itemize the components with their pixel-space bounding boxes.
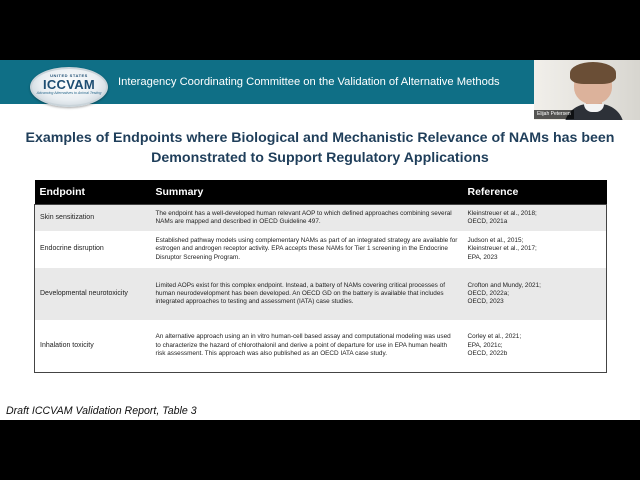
- table-row: [35, 204, 607, 231]
- participant-name-tag: Elijah Petersen: [534, 110, 574, 119]
- logo-sub-text: Advancing Alternatives to Animal Testing: [36, 91, 102, 95]
- participant-video-tile[interactable]: [534, 60, 640, 120]
- reference-line: OECD, 2022a;: [467, 289, 510, 297]
- banner-title: Interagency Coordinating Committee on the Validation of Alternative Methods: [118, 76, 500, 88]
- reference-line: OECD, 2022b: [467, 349, 508, 357]
- presentation-stage: [0, 60, 640, 420]
- table-header-row: [35, 180, 607, 204]
- reference-line: Judson et al., 2015;: [467, 237, 524, 245]
- slide-title-line-1: Examples of Endpoints where Biological and Mechanistic Relevance of NAMs has been: [25, 130, 615, 146]
- header-endpoint: Endpoint: [35, 180, 151, 204]
- endpoints-table: [34, 180, 607, 373]
- participant-hair: [570, 62, 616, 84]
- reference-line: EPA, 2023: [467, 253, 498, 261]
- logo-main-text: ICCVAM: [42, 77, 96, 92]
- summary-cell: The endpoint has a well-developed human relevant AOP to which defined approaches combining several NAMs are mapped and described in OECD Guideline 497.: [151, 204, 463, 231]
- reference-cell: [463, 204, 607, 231]
- reference-line: Corley et al., 2021;: [467, 333, 522, 341]
- summary-cell: An alternative approach using an in vitro human-cell based assay and computational modeling was used to characterize the hazard of chlorothalonil and derive a point of departure for use in EPA human health risk assessment. This approach was also published as an OECD IATA case study.: [151, 320, 463, 372]
- reference-line: OECD, 2021a: [467, 217, 508, 225]
- summary-cell: Limited AOPs exist for this complex endpoint. Instead, a battery of NAMs covering critical processes of human neurodevelopment has been developed. An OECD GD on the battery is available that includes integrated approaches to testing and assessment (IATA) case studies.: [151, 268, 463, 320]
- table-row: [35, 268, 607, 320]
- table-row: [35, 231, 607, 268]
- slide-banner: [0, 60, 534, 104]
- slide-title: [0, 128, 640, 168]
- table-row: [35, 320, 607, 372]
- endpoint-cell: Inhalation toxicity: [35, 320, 151, 372]
- logo-top-text: UNITED STATES: [50, 73, 88, 78]
- reference-line: Crofton and Mundy, 2021;: [467, 281, 541, 289]
- reference-cell: [463, 268, 607, 320]
- header-summary: Summary: [151, 180, 463, 204]
- reference-line: Kleinstreuer et al., 2018;: [467, 209, 537, 217]
- reference-cell: [463, 231, 607, 268]
- summary-cell: Established pathway models using complementary NAMs as part of an integrated strategy are available for estrogen and androgen receptor activity. EPA accepts these NAMs for Tier 1 screening in the Endocrine Disruptor Screening Program.: [151, 231, 463, 268]
- endpoint-cell: Developmental neurotoxicity: [35, 268, 151, 320]
- slide-caption: Draft ICCVAM Validation Report, Table 3: [6, 405, 197, 417]
- iccvam-logo: [30, 67, 108, 107]
- reference-line: EPA, 2021c;: [467, 341, 503, 349]
- slide-title-line-2: Demonstrated to Support Regulatory Applications: [151, 150, 489, 166]
- reference-line: Kleinstreuer et al., 2017;: [467, 245, 537, 253]
- reference-cell: [463, 320, 607, 372]
- reference-line: OECD, 2023: [467, 298, 504, 306]
- endpoint-cell: Skin sensitization: [35, 204, 151, 231]
- header-reference: Reference: [463, 180, 607, 204]
- endpoint-cell: Endocrine disruption: [35, 231, 151, 268]
